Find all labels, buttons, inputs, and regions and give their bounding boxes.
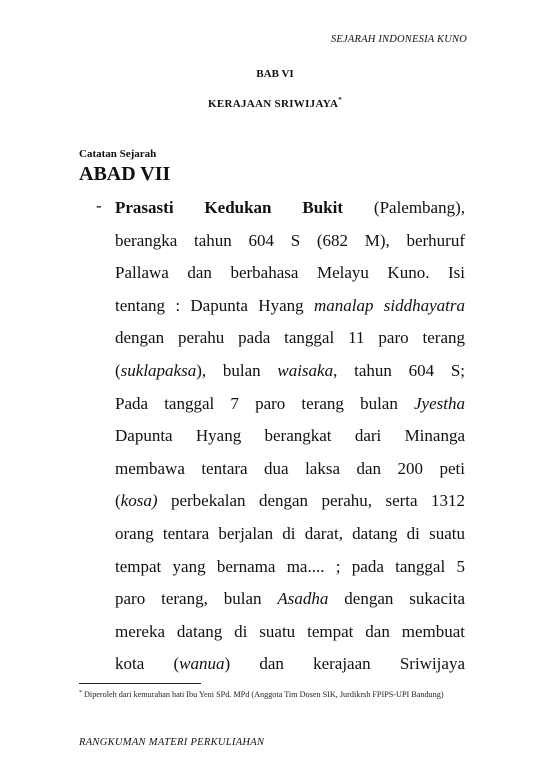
italic-term: Jyestha: [414, 393, 465, 413]
italic-term: waisaka: [277, 360, 334, 380]
bold-term: Kedukan: [204, 198, 272, 217]
paragraph-line: [115, 261, 465, 294]
chapter-number: BAB VI: [256, 68, 294, 80]
footnote-divider: [79, 683, 201, 684]
running-head: SEJARAH INDONESIA KUNO: [330, 34, 467, 45]
footnote-text: Diperoleh dari kemurahan hati Ibu Yeni SPd. MPd (Anggota Tim Dosen SIK, Jurdikrsh FPIPS-UPI Bandung): [84, 690, 444, 699]
paragraph-line: [115, 555, 465, 588]
footnote-marker: *: [79, 690, 82, 696]
bold-term: Bukit: [302, 198, 344, 217]
text-run: ), bulan: [196, 360, 278, 380]
text-run: Sriwijaya: [399, 654, 465, 674]
paragraph-line: [115, 424, 465, 457]
paragraph-line: [115, 620, 465, 653]
text-run: (: [173, 654, 180, 674]
bold-term: Prasasti: [115, 198, 174, 217]
text-run: dan: [259, 654, 284, 674]
text-run: mereka datang di suatu tempat dan membuat: [115, 621, 465, 641]
paragraph-line: [115, 392, 465, 425]
italic-term: wanua: [179, 654, 225, 674]
footnote-reference: *: [338, 96, 342, 104]
paragraph-line: [115, 652, 465, 685]
text-run: tempat yang bernama ma.... ; pada tanggal 5: [115, 556, 465, 576]
text-run: (Palembang),: [373, 198, 466, 217]
paragraph-line: [115, 489, 465, 522]
text-run: dengan sukacita: [328, 589, 465, 609]
text-run: kerajaan: [313, 654, 371, 674]
section-label: Catatan Sejarah: [79, 148, 157, 160]
paragraph-line: [115, 587, 465, 620]
text-run: , tahun 604 S;: [333, 360, 465, 380]
text-run: orang tentara berjalan di darat, datang di suatu: [115, 523, 465, 543]
section-heading: ABAD VII: [79, 163, 171, 185]
italic-term: suklapaksa: [120, 360, 197, 380]
text-run: Pada tanggal 7 paro terang bulan: [115, 393, 415, 413]
text-run: (: [115, 360, 121, 380]
body-paragraph: [115, 196, 465, 685]
text-run: (: [115, 491, 121, 511]
text-run: perbekalan dengan perahu, serta 1312: [157, 491, 465, 511]
paragraph-line: [115, 457, 465, 490]
text-run: kota: [115, 654, 145, 674]
paragraph-line: [115, 229, 465, 262]
running-foot: RANGKUMAN MATERI PERKULIAHAN: [79, 737, 265, 748]
paragraph-line: [115, 522, 465, 555]
italic-term: manalap siddhayatra: [313, 295, 465, 315]
text-run: dengan perahu pada tanggal 11 paro terang: [115, 328, 465, 348]
text-run: tentang : Dapunta Hyang: [115, 295, 314, 315]
paragraph-line: [115, 359, 465, 392]
text-run: ): [224, 654, 231, 674]
paragraph-line: [115, 326, 465, 359]
footnote: [79, 688, 484, 701]
italic-term: kosa): [120, 491, 158, 511]
text-run: Dapunta Hyang berangkat dari Minanga: [115, 426, 465, 446]
paragraph-line: [115, 294, 465, 327]
text-run: Pallawa dan berbahasa Melayu Kuno. Isi: [115, 263, 465, 283]
chapter-title-text: KERAJAAN SRIWIJAYA: [207, 98, 339, 110]
list-dash: -: [96, 196, 102, 215]
text-run: paro terang, bulan: [115, 589, 278, 609]
paragraph-line: [115, 196, 465, 229]
italic-term: Asadha: [277, 589, 329, 609]
chapter-title: [0, 96, 550, 110]
text-run: membawa tentara dua laksa dan 200 peti: [115, 458, 465, 478]
text-run: berangka tahun 604 S (682 M), berhuruf: [115, 230, 465, 250]
